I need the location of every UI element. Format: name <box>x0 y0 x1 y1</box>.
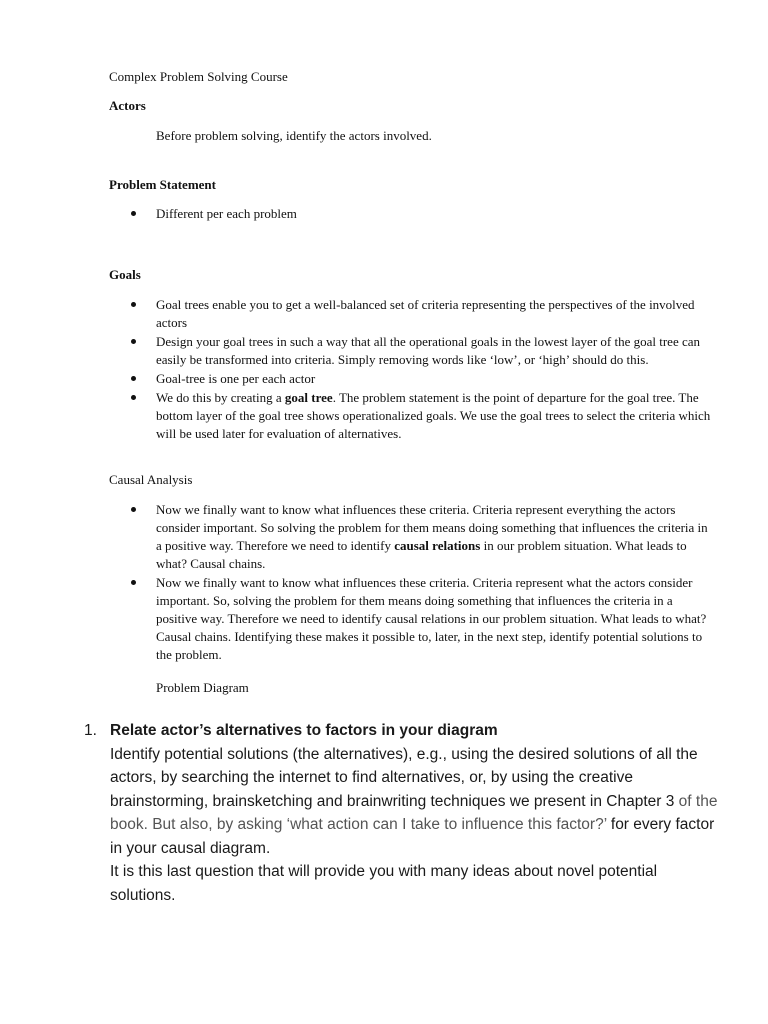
step-1-text-c: for every factor in your causal diagram. <box>110 816 715 857</box>
step-1-title: Relate actor’s alternatives to factors in your diagram <box>110 722 498 739</box>
list-item <box>0 574 716 664</box>
bullet-icon <box>131 211 136 216</box>
list-item <box>0 389 716 443</box>
causal-analysis-heading: Causal Analysis <box>109 472 193 487</box>
list-item-text: Goal trees enable you to get a well-balanced set of criteria representing the perspectives of the involved actors <box>156 297 695 330</box>
list-item-text: Design your goal trees in such a way that all the operational goals in the lowest layer of the goal tree can easily be transformed into criteria. Simply removing words like ‘low’, or ‘high’ should do this. <box>156 334 701 367</box>
actors-text: Before problem solving, identify the actors involved. <box>156 128 432 143</box>
problem-statement-list <box>0 205 768 223</box>
causal-relations-term: causal relations <box>394 538 481 553</box>
problem-statement-heading: Problem Statement <box>109 177 216 192</box>
list-item <box>0 370 716 388</box>
goals-heading: Goals <box>109 267 141 282</box>
actors-heading: Actors <box>109 98 146 113</box>
bullet-icon <box>131 580 136 585</box>
bullet-icon <box>131 339 136 344</box>
list-item-text-start: We do this by creating a <box>156 390 285 405</box>
list-item-text-end: in our problem situation. What leads to what? Causal chains. <box>156 538 687 571</box>
step-1-paragraph <box>110 743 724 861</box>
causal-analysis-list <box>0 501 768 664</box>
list-item <box>0 205 716 223</box>
step-1-conclusion: It is this last question that will provide you with many ideas about novel potential solutions. <box>110 863 658 904</box>
step-1-text-b: of the book. But also, by asking ‘what action can I take to influence this factor?’ <box>110 792 718 833</box>
step-1-section <box>84 719 724 907</box>
list-item-text-end: . The problem statement is the point of departure for the goal tree. The bottom layer of the goal tree shows operationalized goals. We use the goal trees to select the criteria which will be used later for evaluation of alternatives. <box>156 390 711 441</box>
list-item-text-start: Now we finally want to know what influences these criteria. Criteria represent everything the actors consider important. So solving the problem for them means doing something that influences the criteria in a positive way. Therefore we need to identify <box>156 502 708 553</box>
list-item <box>0 501 716 573</box>
goal-tree-term: goal tree <box>284 390 333 405</box>
bullet-icon <box>131 507 136 512</box>
bullet-icon <box>131 395 136 400</box>
goals-list <box>0 296 768 443</box>
list-item <box>0 333 716 369</box>
list-item-text: Now we finally want to know what influences these criteria. Criteria represent what the actors consider important. So, solving the problem for them means doing something that influences the criteria in a positive way. Therefore we need to identify causal relations in our problem situation. What leads to what? Causal chains. Identifying these makes it possible to, later, in the next step, identify potential solutions to the problem. <box>156 575 707 662</box>
bullet-icon <box>131 302 136 307</box>
step-1-text-a: Identify potential solutions (the alternatives), e.g., using the desired solutions of all the actors, by searching the internet to find alternatives, or, by using the creative brainstorming, brainsketching and brainwriting techniques we present in Chapter 3 <box>110 745 698 810</box>
list-item-text: Different per each problem <box>156 206 297 221</box>
bullet-icon <box>131 376 136 381</box>
list-item-text: Goal-tree is one per each actor <box>156 371 316 386</box>
problem-diagram-label: Problem Diagram <box>156 680 249 695</box>
list-item <box>0 296 716 332</box>
step-number: 1. <box>84 722 97 739</box>
course-title: Complex Problem Solving Course <box>109 69 288 84</box>
